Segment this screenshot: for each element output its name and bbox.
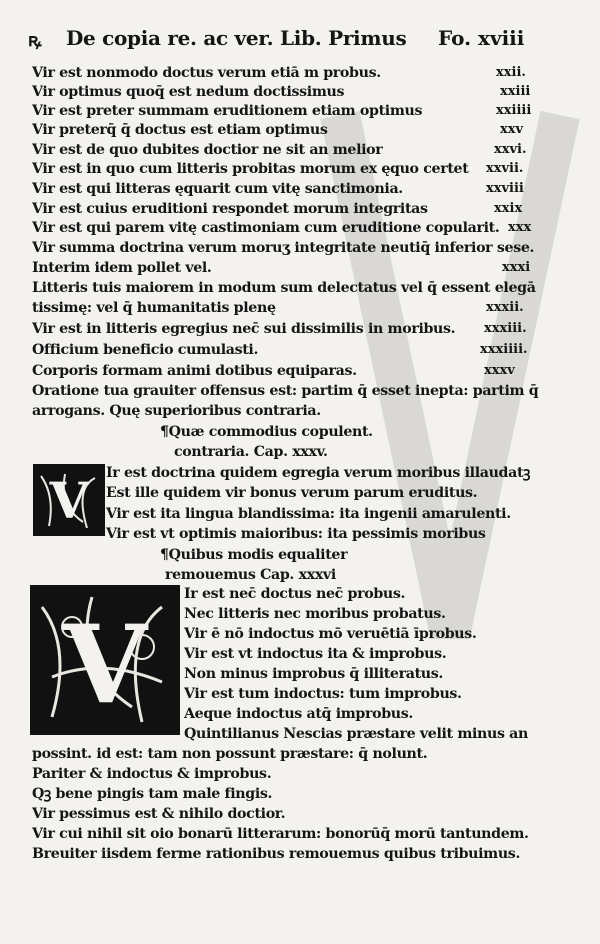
text-line: Oratione tua grauiter offensus est: partim q̄ esset inepta: partim q̄ — [32, 383, 539, 399]
initial-ornament — [32, 587, 178, 733]
text-line: Non minus improbus q̄ illiteratus. — [184, 666, 443, 682]
section-heading: ¶Quæ commodius copulent. — [160, 424, 373, 440]
entry-number: xxviii — [486, 181, 524, 196]
text-line: Vir pessimus est & nihilo doctior. — [32, 806, 286, 822]
running-header — [28, 24, 548, 58]
text-line: Quintilianus Nescias præstare velit minus an — [184, 726, 528, 742]
text-line: Aeque indoctus atq̄ improbus. — [184, 706, 413, 722]
text-line: Ir est doctrina quidem egregia verum moribus illaudatꝫ — [106, 465, 531, 481]
text-line: Vir est ita lingua blandissima: ita ingenii amarulenti. — [106, 506, 511, 522]
text-line: Ir est nec̄ doctus nec̄ probus. — [184, 586, 406, 602]
initial-ornament — [35, 466, 103, 534]
text-line: Vir est tum indoctus: tum improbus. — [184, 686, 462, 702]
text-line: Qꝫ bene pingis tam male fingis. — [32, 786, 273, 802]
entry-number: xxiiii — [496, 103, 532, 118]
text-line: Vir est de quo dubites doctior ne sit an melior — [32, 142, 383, 158]
entry-number: xxxv — [484, 363, 515, 378]
decorated-initial — [30, 585, 180, 735]
entry-number: xxvi. — [494, 142, 527, 157]
entry-number: xxx — [508, 220, 532, 235]
initial-letter: V — [63, 602, 147, 728]
entry-number: xxxiiii. — [480, 342, 528, 357]
text-line: Breuiter iisdem ferme rationibus remouemus quibus tribuimus. — [32, 846, 521, 862]
text-line: Vir est vt optimis maioribus: ita pessimis moribus — [106, 526, 486, 542]
entry-number: xxv — [500, 122, 524, 137]
header-title: De copia re. ac ver. Lib. Primus — [66, 26, 407, 50]
text-line: Vir est qui litteras ęquarit cum vitę sanctimonia. — [32, 181, 403, 197]
text-line: Vir cui nihil sit oio bonarū litterarum: bonorūq̄ morū tantundem. — [32, 826, 529, 842]
section-heading-chapter: contraria. Cap. xxxv. — [174, 444, 328, 460]
text-line: Corporis formam animi dotibus equiparas. — [32, 363, 357, 379]
section-heading: ¶Quibus modis equaliter — [160, 547, 348, 563]
text-line: Nec litteris nec moribus probatus. — [184, 606, 446, 622]
entry-number: xxxiii. — [484, 321, 527, 336]
text-line: Officium beneficio cumulasti. — [32, 342, 259, 358]
folio-number: Fo. xviii — [438, 26, 525, 50]
entry-number: xxvii. — [486, 161, 524, 176]
text-line: Vir ē nō indoctus mō veruētiā īprobus. — [184, 626, 477, 642]
entry-number: xxix — [494, 201, 523, 216]
text-line: Interim idem pollet vel. — [32, 260, 212, 276]
text-line: Pariter & indoctus & improbus. — [32, 766, 272, 782]
text-line: possint. id est: tam non possunt præstare: q̄ nolunt. — [32, 746, 428, 762]
text-line: arrogans. Quę superioribus contraria. — [32, 403, 321, 419]
header-mark: ꝶ — [28, 30, 42, 51]
section-heading-chapter: remouemus Cap. xxxvi — [165, 567, 336, 583]
text-line: Est ille quidem vir bonus verum parum eruditus. — [106, 485, 478, 501]
text-line: Vir est vt indoctus ita & improbus. — [184, 646, 447, 662]
text-line: Vir preterq̄ q̄ doctus est etiam optimus — [32, 122, 328, 138]
text-line: Vir est qui parem vitę castimoniam cum eruditione copularit. — [32, 220, 500, 236]
entry-number: xxii. — [496, 65, 526, 80]
text-line: Litteris tuis maiorem in modum sum delectatus vel q̄ essent elegā — [32, 280, 536, 296]
text-line: Vir est preter summam eruditionem etiam optimus — [32, 103, 423, 119]
text-line: Vir summa doctrina verum moruʒ integritate neutiq̄ inferior sese. — [32, 240, 535, 256]
text-line: Vir est in litteris egregius nec̄ sui dissimilis in moribus. — [32, 321, 456, 337]
text-line: Vir optimus quoq̄ est nedum doctissimus — [32, 84, 345, 100]
entry-number: xxxii. — [486, 300, 524, 315]
text-line: Vir est nonmodo doctus verum etiā m probus. — [32, 65, 381, 81]
text-line: Vir est cuius eruditioni respondet morum integritas — [32, 201, 428, 217]
text-line: Vir est in quo cum litteris probitas morum ex ęquo certet — [32, 161, 469, 177]
entry-number: xxxi — [502, 260, 531, 275]
decorated-initial — [33, 464, 105, 536]
text-line: tissimę: vel q̄ humanitatis plenę — [32, 300, 276, 316]
entry-number: xxiii — [500, 84, 531, 99]
initial-letter: V — [49, 471, 89, 530]
